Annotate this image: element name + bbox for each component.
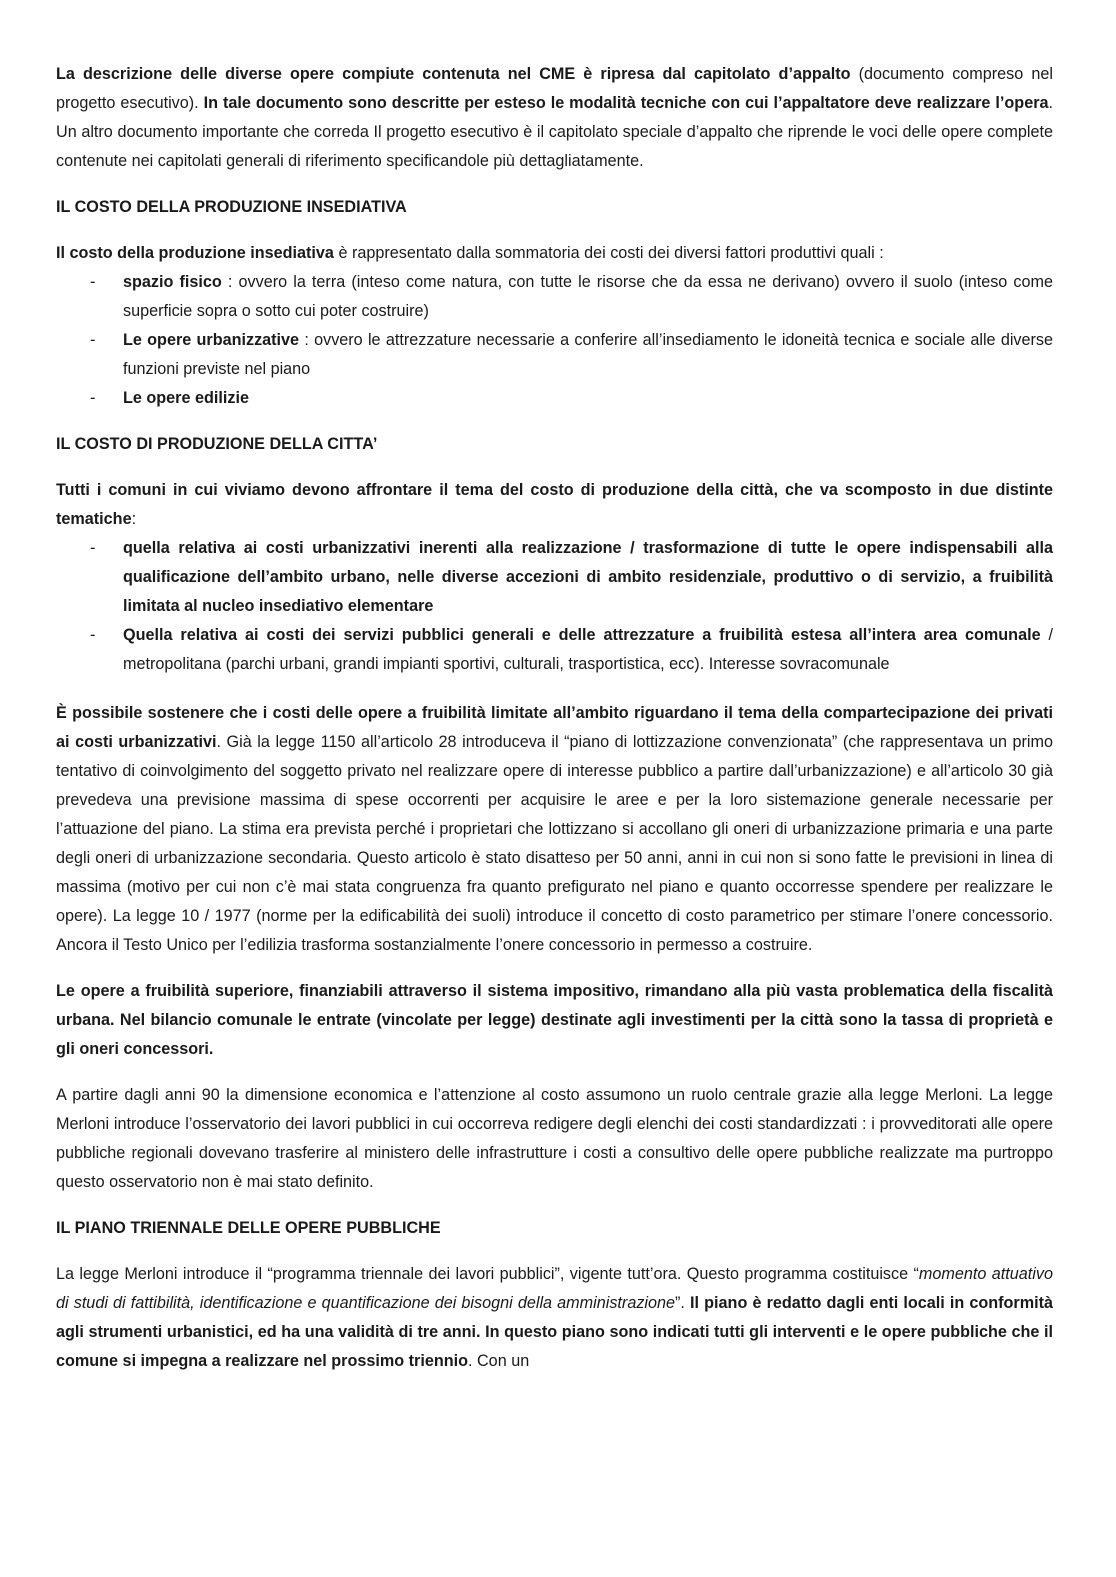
paragraph-programma-triennale: La legge Merloni introduce il “programma triennale dei lavori pubblici”, vigente tutt’ora. Questo programma costituisce “momento attuativo di studi di fattibilità, identificazione e quantificazione dei bisogni della amministrazione”. Il piano è redatto dagli enti locali in conformità agli strumenti urbanistici, ed ha una validità di tre anni. In questo piano sono indicati tutti gli interventi e le opere pubbliche che il comune si impegna a realizzare nel prossimo triennio. Con un bbox=[56, 1265, 1054, 1370]
list-item: - Quella relativa ai costi dei servizi pubblici generali e delle attrezzature a fruibilità estesa all’intera area comunale / metropolitana (parchi urbani, grandi impianti sportivi, culturali, trasportistica, ecc). Interesse sovracomunale bbox=[56, 621, 1053, 679]
paragraph-comuni: Tutti i comuni in cui viviamo devono affrontare il tema del costo di produzione della città, che va scomposto in due distinte tematiche: bbox=[56, 481, 1053, 528]
list-item: - spazio fisico : ovvero la terra (inteso come natura, con tutte le risorse che da essa ne derivano) ovvero il suolo (inteso come superficie sopra o sotto cui poter costruire) bbox=[56, 268, 1053, 326]
heading-costo-produzione-citta: IL COSTO DI PRODUZIONE DELLA CITTA’ bbox=[56, 435, 378, 453]
paragraph-compartecipazione: È possibile sostenere che i costi delle opere a fruibilità limitate all’ambito riguardano il tema della compartecipazione dei privati ai costi urbanizzativi. Già la legge 1150 all’articolo 28 introduceva il “piano di lottizzazione convenzionata” (che rappresentava un primo tentativo di coinvolgimento del soggetto privato nel realizzare opere di interesse pubblico a partire dall’urbanizzazione) e all’articolo 30 già prevedeva una previsione massima di spese occorrenti per acquisire le aree e per la loro sistemazione generale necessarie per l’attuazione del piano. La stima era prevista perché i proprietari che lottizzano si accollano gli oneri di urbanizzazione primaria e una parte degli oneri di urbanizzazione secondaria. Questo articolo è stato disatteso per 50 anni, anni in cui non si sono fatte le previsioni in linea di massima (motivo per cui non c’è mai stata congruenza fra quanto prefigurato nel piano e quanto occorresse spendere per realizzare le opere). La legge 10 / 1977 (norme per la edificabilità dei suoli) introduce il concetto di costo parametrico per stimare l’onere concessorio. Ancora il Testo Unico per l’edilizia trasforma sostanzialmente l’onere concessorio in permesso a costruire. bbox=[56, 704, 1053, 954]
paragraph-costo-insediativa: Il costo della produzione insediativa è rappresentato dalla sommatoria dei costi dei diversi fattori produttivi quali : bbox=[56, 244, 884, 262]
dash-bullet: - bbox=[90, 389, 96, 407]
list-item: - quella relativa ai costi urbanizzativi inerenti alla realizzazione / trasformazione di tutte le opere indispensabili alla qualificazione dell’ambito urbano, nelle diverse accezioni di ambito residenziale, produttivo o di servizio, a fruibilità limitata al nucleo insediativo elementare bbox=[56, 534, 1053, 621]
paragraph-legge-merloni: A partire dagli anni 90 la dimensione economica e l’attenzione al costo assumono un ruolo centrale grazie alla legge Merloni. La legge Merloni introduce l’osservatorio dei lavori pubblici in cui occorreva redigere degli elenchi dei costi standardizzati : i provveditorati alle opere pubbliche regionali dovevano trasferire al ministero delle infrastrutture i costi a consultivo delle opere pubbliche realizzate ma purtroppo questo osservatorio non è mai stato definito. bbox=[56, 1086, 1053, 1191]
dash-bullet: - bbox=[90, 273, 96, 291]
list-fattori-produttivi bbox=[56, 268, 1053, 413]
heading-costo-produzione-insediativa: IL COSTO DELLA PRODUZIONE INSEDIATIVA bbox=[56, 198, 407, 216]
list-item: - Le opere edilizie bbox=[56, 384, 1053, 413]
dash-bullet: - bbox=[90, 331, 96, 349]
paragraph-capitolato: La descrizione delle diverse opere compiute contenuta nel CME è ripresa dal capitolato d’appalto (documento compreso nel progetto esecutivo). In tale documento sono descritte per esteso le modalità tecniche con cui l’appaltatore deve realizzare l’opera. Un altro documento importante che correda Il progetto esecutivo è il capitolato speciale d’appalto che riprende le voci delle opere complete contenute nei capitolati generali di riferimento specificandole più dettagliatamente. bbox=[56, 65, 1053, 170]
dash-bullet: - bbox=[90, 626, 96, 644]
paragraph-fiscalita-urbana: Le opere a fruibilità superiore, finanziabili attraverso il sistema impositivo, rimandano alla più vasta problematica della fiscalità urbana. Nel bilancio comunale le entrate (vincolate per legge) destinate agli investimenti per la città sono la tassa di proprietà e gli oneri concessori. bbox=[56, 982, 1053, 1058]
list-item: - Le opere urbanizzative : ovvero le attrezzature necessarie a conferire all’insediamento le idoneità tecnica e sociale alle diverse funzioni previste nel piano bbox=[56, 326, 1053, 384]
dash-bullet: - bbox=[90, 539, 96, 557]
heading-piano-triennale: IL PIANO TRIENNALE DELLE OPERE PUBBLICHE bbox=[56, 1219, 441, 1237]
list-tematiche bbox=[56, 534, 1053, 679]
